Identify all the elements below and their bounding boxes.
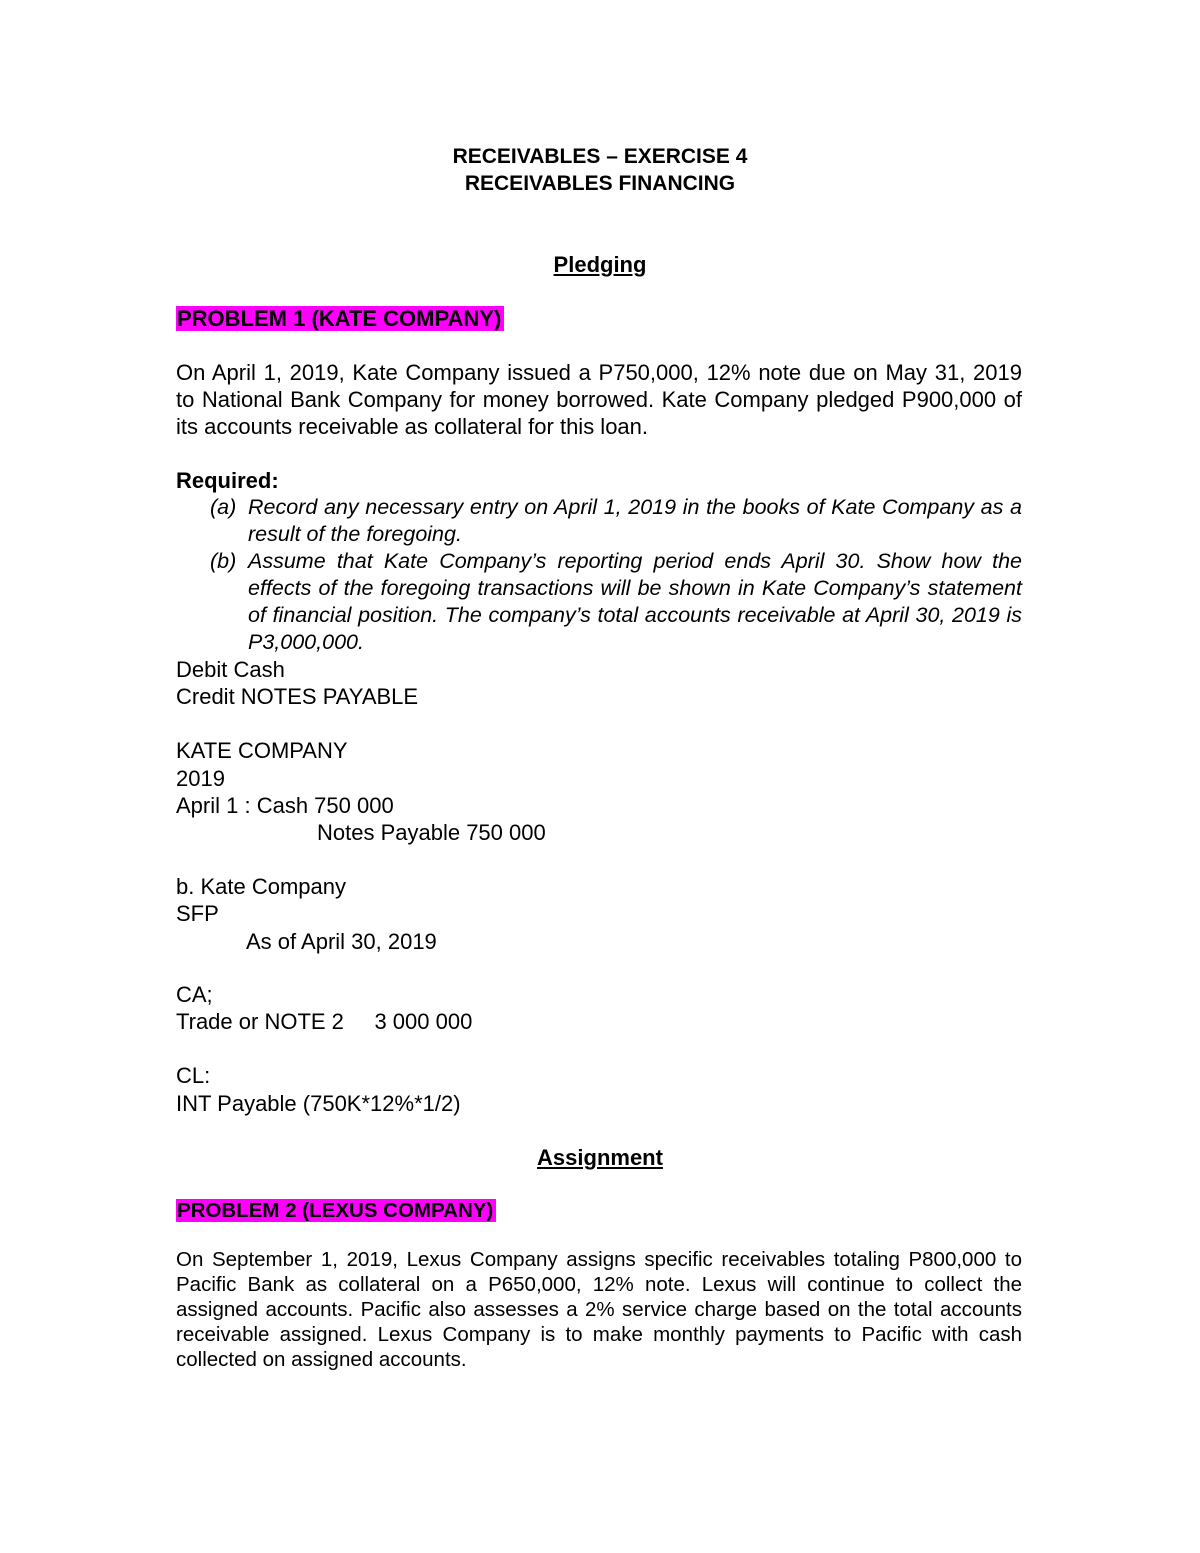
answer-ca-label: CA; [176,982,213,1007]
problem-1-highlight: PROBLEM 1 (KATE COMPANY) [176,306,504,331]
required-item-a [210,494,1022,548]
required-item-a-text: Record any necessary entry on April 1, 2019 in the books of Kate Company as a result of the foregoing. [248,495,1022,546]
problem-2-highlight: PROBLEM 2 (LEXUS COMPANY) [176,1199,496,1222]
answer-company-name: KATE COMPANY [176,738,348,763]
answer-year: 2019 [176,766,225,791]
answer-int-payable: INT Payable (750K*12%*1/2) [176,1091,461,1116]
answer-credit-line: Credit NOTES PAYABLE [176,684,419,709]
problem-2-label [176,1197,496,1224]
section-heading-assignment: Assignment [537,1145,663,1170]
problem-1-paragraph: On April 1, 2019, Kate Company issued a P750,000, 12% note due on May 31, 2019 to National Bank Company for money borrowed. Kate Company pledged P900,000 of its accounts receivable as collateral for this loan. [176,360,1022,439]
problem-1-label [176,305,504,332]
document-subtitle: RECEIVABLES FINANCING [464,172,736,195]
answer-cl-label: CL: [176,1063,211,1088]
required-item-a-label: (a) [210,495,237,519]
answer-trade-line: Trade or NOTE 2 3 000 000 [176,1009,473,1034]
answer-debit-line: Debit Cash [176,657,285,682]
journal-entry-credit: Notes Payable 750 000 [317,820,546,845]
answer-sfp: SFP [176,901,219,926]
document-title: RECEIVABLES – EXERCISE 4 [452,145,748,168]
problem-2-paragraph: On September 1, 2019, Lexus Company assigns specific receivables totaling P800,000 to Pacific Bank as collateral on a P650,000, 12% note. Lexus will continue to collect the assigned accounts. Pacific also assesses a 2% service charge based on the total accounts receivable assigned. Lexus Company is to make monthly payments to Pacific with cash collected on assigned accounts. [176,1248,1022,1371]
answer-b-company: b. Kate Company [176,874,346,899]
section-heading-pledging: Pledging [553,252,647,277]
required-item-b-label: (b) [210,549,237,573]
journal-entry-debit: April 1 : Cash 750 000 [176,793,394,818]
required-item-b [210,548,1022,656]
answer-as-of-date: As of April 30, 2019 [246,929,437,954]
required-label: Required: [176,468,279,493]
required-item-b-text: Assume that Kate Company’s reporting period ends April 30. Show how the effects of the foregoing transactions will be shown in Kate Company’s statement of financial position. The company’s total accounts receivable at April 30, 2019 is P3,000,000. [248,549,1022,654]
